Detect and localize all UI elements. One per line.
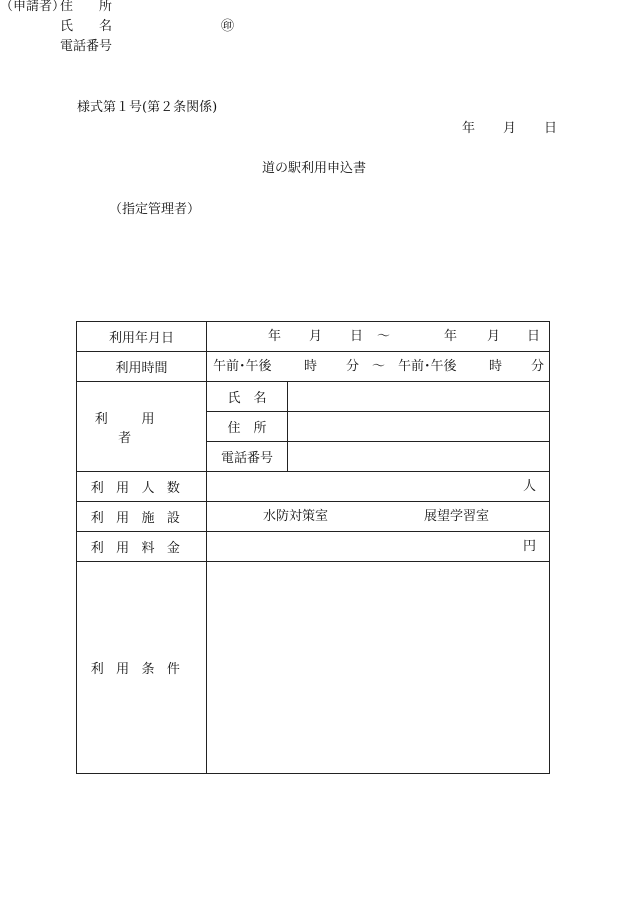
user-phone-label: 電話番号 <box>207 442 288 472</box>
date-day-label: 日 <box>544 121 558 136</box>
conditions-label <box>77 562 207 774</box>
use-date-year1: 年 <box>268 329 282 344</box>
row-use-time <box>77 352 550 382</box>
date-year-label: 年 <box>462 121 476 136</box>
user-name-label: 氏 名 <box>207 382 288 412</box>
user-label-text: 利用者 <box>94 411 189 446</box>
user-address-label: 住 所 <box>207 412 288 442</box>
use-time-label: 利用時間 <box>77 352 207 382</box>
fee-label <box>77 532 207 562</box>
date-month-label: 月 <box>503 121 517 136</box>
use-date-day1: 日 <box>350 329 364 344</box>
use-time-hour2: 時 <box>489 359 503 374</box>
addressee: （指定管理者） <box>109 202 201 217</box>
headcount-unit: 人 <box>523 479 537 494</box>
use-time-min2: 分 <box>531 359 545 374</box>
row-facility <box>77 502 550 532</box>
fee-unit: 円 <box>523 539 537 554</box>
fee-label-text: 利用料金 <box>90 541 193 556</box>
use-time-ampm2: 午前･午後 <box>398 359 457 374</box>
row-use-date <box>77 322 550 352</box>
facility-option-observation-room[interactable]: 展望学習室 <box>424 509 490 524</box>
use-time-ampm1: 午前･午後 <box>213 359 272 374</box>
facility-option-flood-room[interactable]: 水防対策室 <box>263 509 329 524</box>
conditions-label-text: 利用条件 <box>90 662 193 677</box>
use-date-day2: 日 <box>527 329 541 344</box>
use-date-field[interactable] <box>207 322 550 352</box>
applicant-name-label: 氏 名 <box>60 19 113 34</box>
user-label <box>77 382 207 472</box>
use-time-hour1: 時 <box>304 359 318 374</box>
application-form-table <box>76 321 550 774</box>
user-phone-field[interactable] <box>288 442 550 472</box>
applicant-address-label: 住 所 <box>60 0 113 14</box>
user-name-field[interactable] <box>288 382 550 412</box>
row-headcount <box>77 472 550 502</box>
row-fee <box>77 532 550 562</box>
facility-label-text: 利用施設 <box>90 511 193 526</box>
form-number: 様式第１号(第２条関係) <box>77 100 218 115</box>
applicant-block <box>0 0 240 60</box>
conditions-field[interactable] <box>207 562 550 774</box>
use-time-min1: 分 <box>346 359 360 374</box>
fee-field[interactable] <box>207 532 550 562</box>
row-user-name <box>77 382 550 412</box>
use-time-tilde: ～ <box>372 359 386 374</box>
use-date-label: 利用年月日 <box>77 322 207 352</box>
use-date-month1: 月 <box>309 329 323 344</box>
applicant-label: （申請者） <box>0 0 66 14</box>
row-conditions <box>77 562 550 774</box>
use-time-field[interactable] <box>207 352 550 382</box>
headcount-field[interactable] <box>207 472 550 502</box>
headcount-label-text: 利用人数 <box>90 481 193 496</box>
use-date-year2: 年 <box>444 329 458 344</box>
headcount-label <box>77 472 207 502</box>
user-address-field[interactable] <box>288 412 550 442</box>
use-date-month2: 月 <box>487 329 501 344</box>
facility-label <box>77 502 207 532</box>
document-title: 道の駅利用申込書 <box>262 161 367 176</box>
seal-mark: ㊞ <box>221 19 235 34</box>
use-date-tilde: ～ <box>377 329 391 344</box>
facility-field <box>207 502 550 532</box>
applicant-phone-label: 電話番号 <box>60 39 113 54</box>
